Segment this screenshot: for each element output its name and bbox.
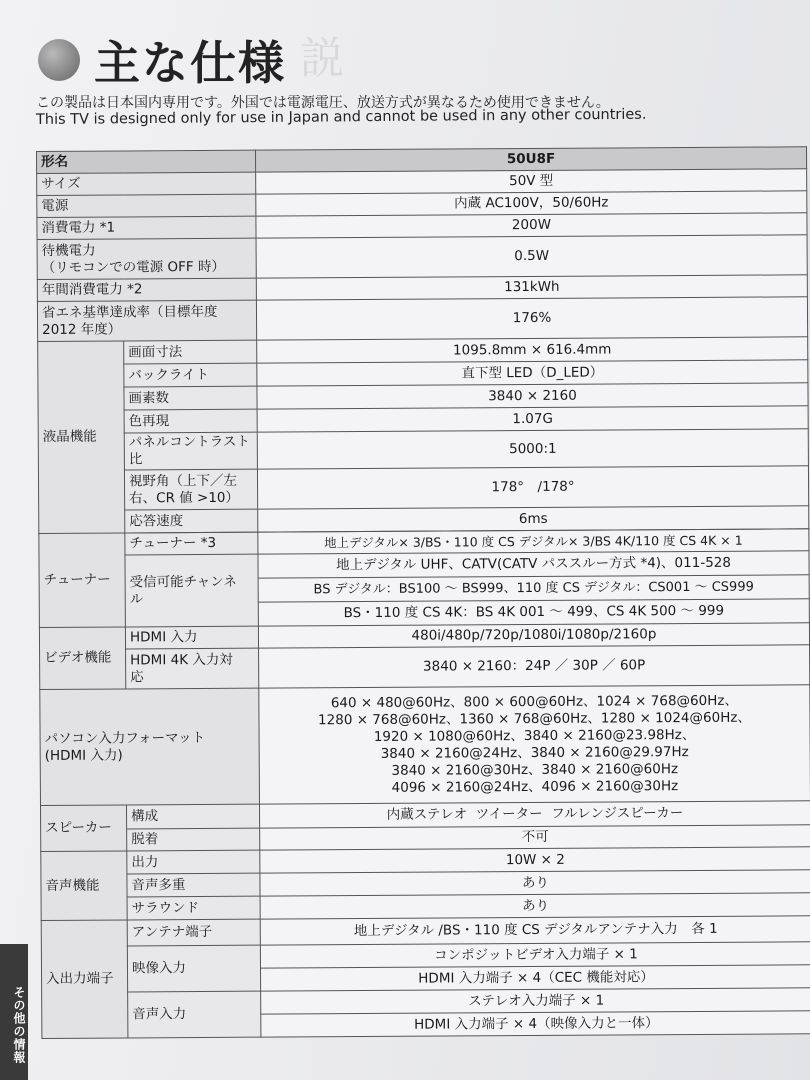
pc-format-line: 3840 × 2160@30Hz、3840 × 2160@60Hz: [391, 760, 679, 779]
standby-label: [37, 238, 256, 279]
pc-format-line: 3840 × 2160@24Hz、3840 × 2160@29.97Hz: [380, 743, 689, 762]
video-in-value-2: HDMI 入力端子 × 4（CEC 機能対応）: [260, 965, 810, 991]
video-in-value-1: コンポジットビデオ入力端子 × 1: [260, 942, 810, 968]
table-row: [40, 685, 810, 806]
antenna-label: アンテナ端子: [127, 919, 260, 946]
tuner-label: チューナー: [39, 533, 126, 628]
annual-label: 年間消費電力 *2: [37, 278, 256, 301]
notice-english: This TV is designed only for use in Japan and cannot be used in any other countries.: [35, 106, 647, 128]
hdmi-4k-label: [126, 648, 259, 689]
response-value: 6ms: [258, 506, 809, 532]
size-label: サイズ: [37, 172, 256, 195]
channels-label-line2: ル: [129, 590, 144, 607]
tuner-count-value: 地上デジタル× 3/BS・110 度 CS デジタル× 3/BS 4K/110 度 CS 4K × 1: [258, 529, 809, 554]
hdmi-4k-label-line1: HDMI 4K 入力対: [130, 651, 233, 668]
antenna-value: 地上デジタル /BS・110 度 CS デジタルアンテナ入力 各 1: [260, 916, 810, 945]
audio-output-value: 10W × 2: [260, 847, 810, 873]
audio-multiplex-label: 音声多重: [127, 873, 260, 897]
contrast-label: パネルコントラスト比: [124, 432, 257, 470]
audio-in-label: 音声入力: [128, 991, 261, 1038]
table-row: [38, 429, 808, 471]
audio-in-value-2: HDMI 入力端子 × 4（映像入力と一体）: [261, 1011, 810, 1037]
pixels-label: 画素数: [124, 386, 257, 410]
speaker-label: スピーカー: [40, 805, 126, 852]
energy-value: 176%: [256, 297, 807, 340]
bullet-circle-icon: [38, 39, 80, 81]
pixels-value: 3840 × 2160: [257, 383, 808, 409]
viewing-label-line2: 右、CR 値 >10）: [129, 489, 240, 506]
pc-format-line: 640 × 480@60Hz、800 × 600@60Hz、1024 × 768@60Hz、: [330, 692, 738, 711]
contrast-value: 5000:1: [257, 429, 808, 469]
consumption-value: 200W: [256, 213, 807, 238]
hdmi-in-value: 480i/480p/720p/1080i/1080p/2160p: [258, 623, 809, 648]
spec-table: [36, 146, 810, 1039]
energy-label-line2: 2012 年度）: [42, 320, 122, 338]
pc-format-line: 1920 × 1080@60Hz、3840 × 2160@23.98Hz、: [373, 726, 696, 745]
channels-label: [125, 554, 258, 627]
speaker-config-value: 内蔵ステレオ ツイーター フルレンジスピーカー: [259, 801, 810, 828]
speaker-detach-value: 不可: [260, 825, 810, 850]
viewing-label: [124, 469, 257, 510]
pc-format-line: 4096 × 2160@24Hz、4096 × 2160@30Hz: [391, 777, 679, 796]
pc-format-label: [40, 688, 260, 805]
audio-label: 音声機能: [41, 851, 127, 921]
video-label: ビデオ機能: [39, 627, 125, 690]
screen-value: 1095.8mm × 616.4mm: [257, 337, 808, 363]
channels-value-1: 地上デジタル UHF、CATV(CATV パススルー方式 *4)、011-528: [258, 551, 809, 578]
pc-format-line: 1280 × 768@60Hz、1360 × 768@60Hz、1280 × 1024@60Hz、: [317, 709, 751, 728]
energy-label-line1: 省エネ基準達成率（目標年度: [41, 303, 218, 321]
audio-in-value-1: ステレオ入力端子 × 1: [261, 988, 810, 1014]
screen-label: 画面寸法: [124, 340, 257, 364]
pc-format-label-line2: (HDMI 入力): [44, 746, 123, 764]
viewing-label-line1: 視野角（上下／左: [128, 472, 238, 489]
channels-label-line1: 受信可能チャンネ: [129, 573, 237, 590]
audio-output-label: 出力: [127, 850, 260, 874]
response-label: 応答速度: [125, 509, 258, 533]
notice-japanese: この製品は日本国内専用です。外国では電源電圧、放送方式が異なるため使用できません。: [36, 95, 610, 111]
channels-value-2: BS デジタル：BS100 ～ BS999、110 度 CS デジタル：CS001 ～ CS999: [258, 575, 809, 602]
audio-surround-label: サラウンド: [127, 896, 260, 920]
section-heading: [38, 28, 286, 92]
pc-format-value: [259, 685, 810, 804]
table-row: [38, 466, 808, 511]
table-row: [37, 297, 807, 342]
hdmi-in-label: HDMI 入力: [125, 626, 258, 649]
standby-value: 0.5W: [256, 235, 807, 278]
channels-value-3: BS・110 度 CS 4K：BS 4K 001 ～ 499、CS 4K 500 ～ 999: [258, 599, 809, 626]
model-label: 形名: [37, 150, 256, 173]
color-label: 色再現: [124, 409, 257, 433]
speaker-config-label: 構成: [126, 804, 259, 829]
size-value: 50V 型: [256, 169, 807, 194]
lcd-label: 液晶機能: [38, 341, 125, 534]
model-value: 50U8F: [255, 147, 806, 172]
hdmi-4k-label-line2: 応: [130, 668, 144, 685]
page-title: 主な仕様: [94, 36, 286, 90]
annual-value: 131kWh: [256, 275, 807, 300]
section-side-tab: その他の情報: [0, 944, 28, 1080]
power-value: 内蔵 AC100V，50/60Hz: [256, 191, 807, 216]
audio-multiplex-value: あり: [260, 870, 810, 896]
show-through-text: 説: [300, 33, 344, 84]
audio-surround-value: あり: [260, 893, 810, 919]
energy-label: [37, 300, 256, 341]
viewing-value: 178° /178°: [257, 466, 808, 509]
power-label: 電源: [37, 194, 256, 217]
speaker-detach-label: 脱着: [127, 828, 260, 851]
video-in-label: 映像入力: [127, 945, 260, 992]
standby-label-line2: （リモコンでの電源 OFF 時）: [41, 258, 226, 276]
table-row: [37, 235, 807, 280]
tuner-count-label: チューナー *3: [125, 532, 258, 555]
pc-format-label-line1: パソコン入力フォーマット: [44, 729, 206, 747]
hdmi-4k-value: 3840 × 2160：24P ／ 30P ／ 60P: [259, 645, 810, 688]
backlight-value: 直下型 LED（D_LED）: [257, 360, 808, 386]
consumption-label: 消費電力 *1: [37, 216, 256, 239]
io-label: 入出力端子: [41, 920, 128, 1039]
standby-label-line1: 待機電力: [41, 242, 96, 259]
table-row: [40, 645, 810, 690]
backlight-label: バックライト: [124, 363, 257, 387]
color-value: 1.07G: [257, 406, 808, 432]
